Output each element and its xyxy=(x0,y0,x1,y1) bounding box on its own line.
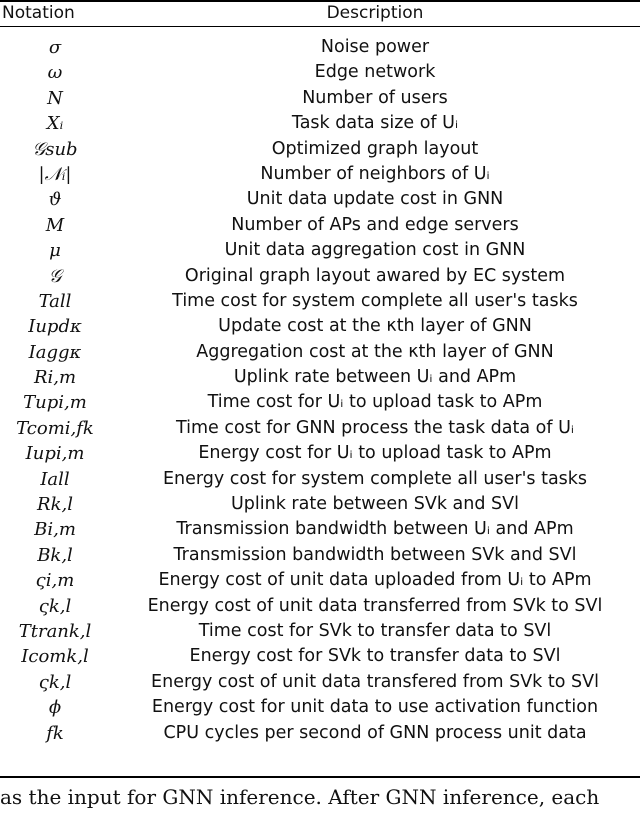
notation-cell: ω xyxy=(47,62,63,84)
notation-cell: N xyxy=(47,87,63,109)
notation-cell: ςi,m xyxy=(35,570,75,592)
notation-cell: |𝒩ᵢ| xyxy=(38,163,72,185)
notation-cell: M xyxy=(45,214,65,236)
description-cell: Aggregation cost at the κth layer of GNN xyxy=(196,341,554,362)
notation-cell: ϑ xyxy=(48,189,62,211)
notation-cell: 𝒢 xyxy=(48,265,62,287)
table-header xyxy=(0,2,640,24)
table-row xyxy=(0,390,640,415)
table-row xyxy=(0,213,640,238)
table-row xyxy=(0,517,640,542)
description-cell: Number of neighbors of Uᵢ xyxy=(260,163,490,184)
notation-cell: Ri,m xyxy=(33,367,77,389)
description-cell: Original graph layout awared by EC system xyxy=(184,265,566,286)
table-row xyxy=(0,314,640,339)
table-row xyxy=(0,111,640,136)
notation-cell: σ xyxy=(48,37,62,58)
description-cell: Energy cost for Uᵢ to upload task to APm xyxy=(198,443,552,464)
table-row xyxy=(0,137,640,162)
notation-cell: Xᵢ xyxy=(46,113,64,135)
description-cell: Number of users xyxy=(302,87,448,108)
table-row xyxy=(0,644,640,669)
notation-cell: μ xyxy=(49,240,61,262)
table-row xyxy=(0,492,640,517)
table-row xyxy=(0,264,640,289)
header-description: Description xyxy=(326,3,424,23)
table-row xyxy=(0,568,640,593)
table-body xyxy=(0,35,640,746)
description-cell: Energy cost for system complete all user's tasks xyxy=(162,468,588,489)
table-row xyxy=(0,60,640,85)
description-cell: Time cost for SVk to transfer data to SVl xyxy=(198,620,552,641)
description-cell: Time cost for Uᵢ to upload task to APm xyxy=(207,392,543,413)
table-bottom-rule xyxy=(0,776,640,778)
table-row xyxy=(0,594,640,619)
notation-cell: Iupi,m xyxy=(25,443,85,465)
table-row xyxy=(0,238,640,263)
description-cell: Energy cost of unit data uploaded from Uᵢ to APm xyxy=(158,570,592,591)
table-row xyxy=(0,467,640,492)
table-row xyxy=(0,187,640,212)
description-cell: Unit data aggregation cost in GNN xyxy=(224,240,526,261)
table-row xyxy=(0,416,640,441)
body-text-partial: as the input for GNN inference. After GNN inference, each xyxy=(0,785,600,809)
table-row xyxy=(0,289,640,314)
notation-cell: Iaggκ xyxy=(28,341,82,363)
description-cell: Transmission bandwidth between SVk and SVl xyxy=(173,544,577,565)
notation-cell: 𝒢sub xyxy=(32,138,78,160)
description-cell: Energy cost for SVk to transfer data to SVl xyxy=(189,646,561,667)
table-row xyxy=(0,695,640,720)
header-notation: Notation xyxy=(2,3,75,23)
description-cell: Energy cost of unit data transfered from SVk to SVl xyxy=(151,671,599,692)
notation-cell: Iupdκ xyxy=(28,316,82,338)
description-cell: Energy cost for unit data to use activation function xyxy=(151,697,599,718)
description-cell: Uplink rate between Uᵢ and APm xyxy=(233,367,517,388)
description-cell: Time cost for system complete all user's tasks xyxy=(172,290,578,311)
notation-cell: Ttrank,l xyxy=(18,620,92,642)
notation-cell: ϕ xyxy=(48,697,62,719)
description-cell: Time cost for GNN process the task data of Uᵢ xyxy=(175,417,575,438)
notation-cell: Rk,l xyxy=(37,494,73,516)
notation-cell: Tcomi,fk xyxy=(16,417,94,439)
table-row xyxy=(0,365,640,390)
table-header-rule xyxy=(0,26,640,27)
description-cell: Transmission bandwidth between Uᵢ and APm xyxy=(176,519,574,540)
table-row xyxy=(0,35,640,60)
notation-cell: fk xyxy=(46,722,64,744)
table-row xyxy=(0,441,640,466)
table-row xyxy=(0,340,640,365)
notation-cell: Tupi,m xyxy=(23,392,87,414)
table-row xyxy=(0,543,640,568)
notation-cell: Bk,l xyxy=(37,544,73,566)
notation-cell: Bi,m xyxy=(34,519,76,541)
description-cell: Unit data update cost in GNN xyxy=(246,189,504,210)
description-cell: CPU cycles per second of GNN process unit data xyxy=(163,722,587,743)
description-cell: Uplink rate between SVk and SVl xyxy=(231,494,519,515)
description-cell: Update cost at the κth layer of GNN xyxy=(218,316,532,337)
table-row xyxy=(0,162,640,187)
description-cell: Energy cost of unit data transferred from SVk to SVl xyxy=(147,595,603,616)
description-cell: Optimized graph layout xyxy=(271,138,479,159)
notation-cell: Iall xyxy=(40,468,70,490)
description-cell: Noise power xyxy=(320,37,430,57)
description-cell: Task data size of Uᵢ xyxy=(291,113,459,134)
table-row xyxy=(0,86,640,111)
notation-cell: Icomk,l xyxy=(21,646,89,668)
notation-cell: ςk,l xyxy=(38,671,72,693)
description-cell: Edge network xyxy=(314,62,436,83)
table-row xyxy=(0,670,640,695)
notation-cell: Tall xyxy=(38,290,72,312)
description-cell: Number of APs and edge servers xyxy=(231,214,519,235)
notation-cell: ςk,l xyxy=(38,595,72,617)
table-row xyxy=(0,721,640,746)
table-row xyxy=(0,619,640,644)
